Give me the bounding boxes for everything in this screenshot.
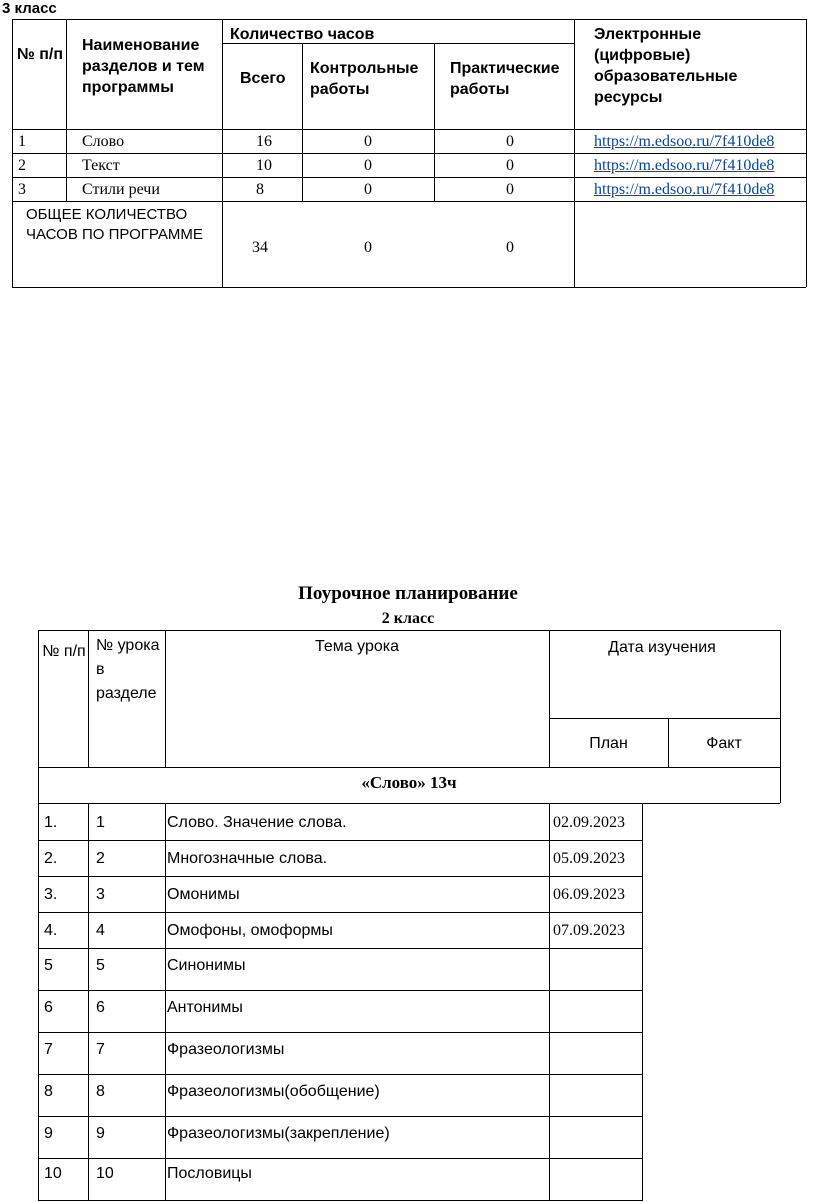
row-total: 8 [256,181,264,198]
row-plan-date: 06.09.2023 [553,886,625,903]
row-num: 7 [44,1041,53,1058]
col-header-lesson-num: № урока в разделе [96,637,160,702]
row-practical: 0 [506,157,514,174]
row-topic: Омофоны, омоформы [167,922,333,939]
row-practical: 0 [506,181,514,198]
row-num: 1 [18,133,26,150]
row-total: 10 [256,157,272,174]
row-control: 0 [364,157,372,174]
resource-link[interactable]: https://m.edsoo.ru/7f410de8 [594,181,775,198]
row-topic: Пословицы [167,1165,252,1182]
col-header-hours: Количество часов [230,26,375,43]
section-title: «Слово» 13ч [361,773,457,792]
resource-link[interactable]: https://m.edsoo.ru/7f410de8 [594,157,775,174]
row-practical: 0 [506,133,514,150]
row-name: Слово [82,133,125,150]
row-lesson: 5 [96,957,105,974]
row-num: 5 [44,957,53,974]
row-topic: Омонимы [167,886,240,903]
col-header-num: № п/п [16,46,64,63]
page-title: Поурочное планирование [298,583,518,604]
row-lesson: 7 [96,1041,105,1058]
row-topic: Фразеологизмы [167,1041,285,1058]
row-lesson: 4 [96,922,105,939]
row-topic: Антонимы [167,999,243,1016]
row-control: 0 [364,133,372,150]
row-plan-date: 07.09.2023 [553,922,625,939]
col-header-name: Наименование разделов и тем программы [82,37,205,96]
grade-subtitle: 2 класс [381,610,435,627]
row-lesson: 6 [96,999,105,1016]
row-num: 3. [44,886,58,903]
col-header-practical: Практические работы [450,60,560,98]
totals-total: 34 [252,239,268,256]
totals-label: ОБЩЕЕ КОЛИЧЕСТВО ЧАСОВ ПО ПРОГРАММЕ [26,206,203,243]
col-header-num: № п/п [42,643,86,660]
row-topic: Многозначные слова. [167,850,328,867]
row-topic: Фразеологизмы(обобщение) [167,1083,380,1100]
col-header-fact: Факт [706,735,742,752]
row-plan-date: 05.09.2023 [553,850,625,867]
row-topic: Слово. Значение слова. [167,814,347,831]
col-header-topic: Тема урока [315,638,399,655]
row-num: 2 [18,157,26,174]
row-num: 2. [44,850,58,867]
row-lesson: 2 [96,850,105,867]
row-plan-date: 02.09.2023 [553,814,625,831]
row-lesson: 10 [96,1165,114,1182]
row-num: 9 [44,1125,53,1142]
row-control: 0 [364,181,372,198]
col-header-total: Всего [240,70,286,87]
row-lesson: 3 [96,886,105,903]
col-header-control: Контрольные работы [310,60,419,98]
row-lesson: 9 [96,1125,105,1142]
row-num: 3 [18,181,26,198]
row-num: 10 [44,1165,62,1182]
row-num: 4. [44,922,58,939]
row-lesson: 1 [96,814,105,831]
col-header-resources: Электронные (цифровые) образовательные ресурсы [594,26,738,106]
col-header-plan: План [589,735,628,752]
row-num: 1. [44,814,58,831]
totals-practical: 0 [506,239,514,256]
row-topic: Фразеологизмы(закрепление) [167,1125,390,1142]
col-header-date: Дата изучения [608,639,716,656]
row-num: 6 [44,999,53,1016]
totals-control: 0 [364,239,372,256]
row-lesson: 8 [96,1083,105,1100]
resource-link[interactable]: https://m.edsoo.ru/7f410de8 [594,133,775,150]
row-num: 8 [44,1083,53,1100]
row-topic: Синонимы [167,957,246,974]
row-name: Стили речи [82,181,160,198]
row-total: 16 [256,133,272,150]
row-name: Текст [82,157,120,174]
grade-title: 3 класс [2,0,57,17]
